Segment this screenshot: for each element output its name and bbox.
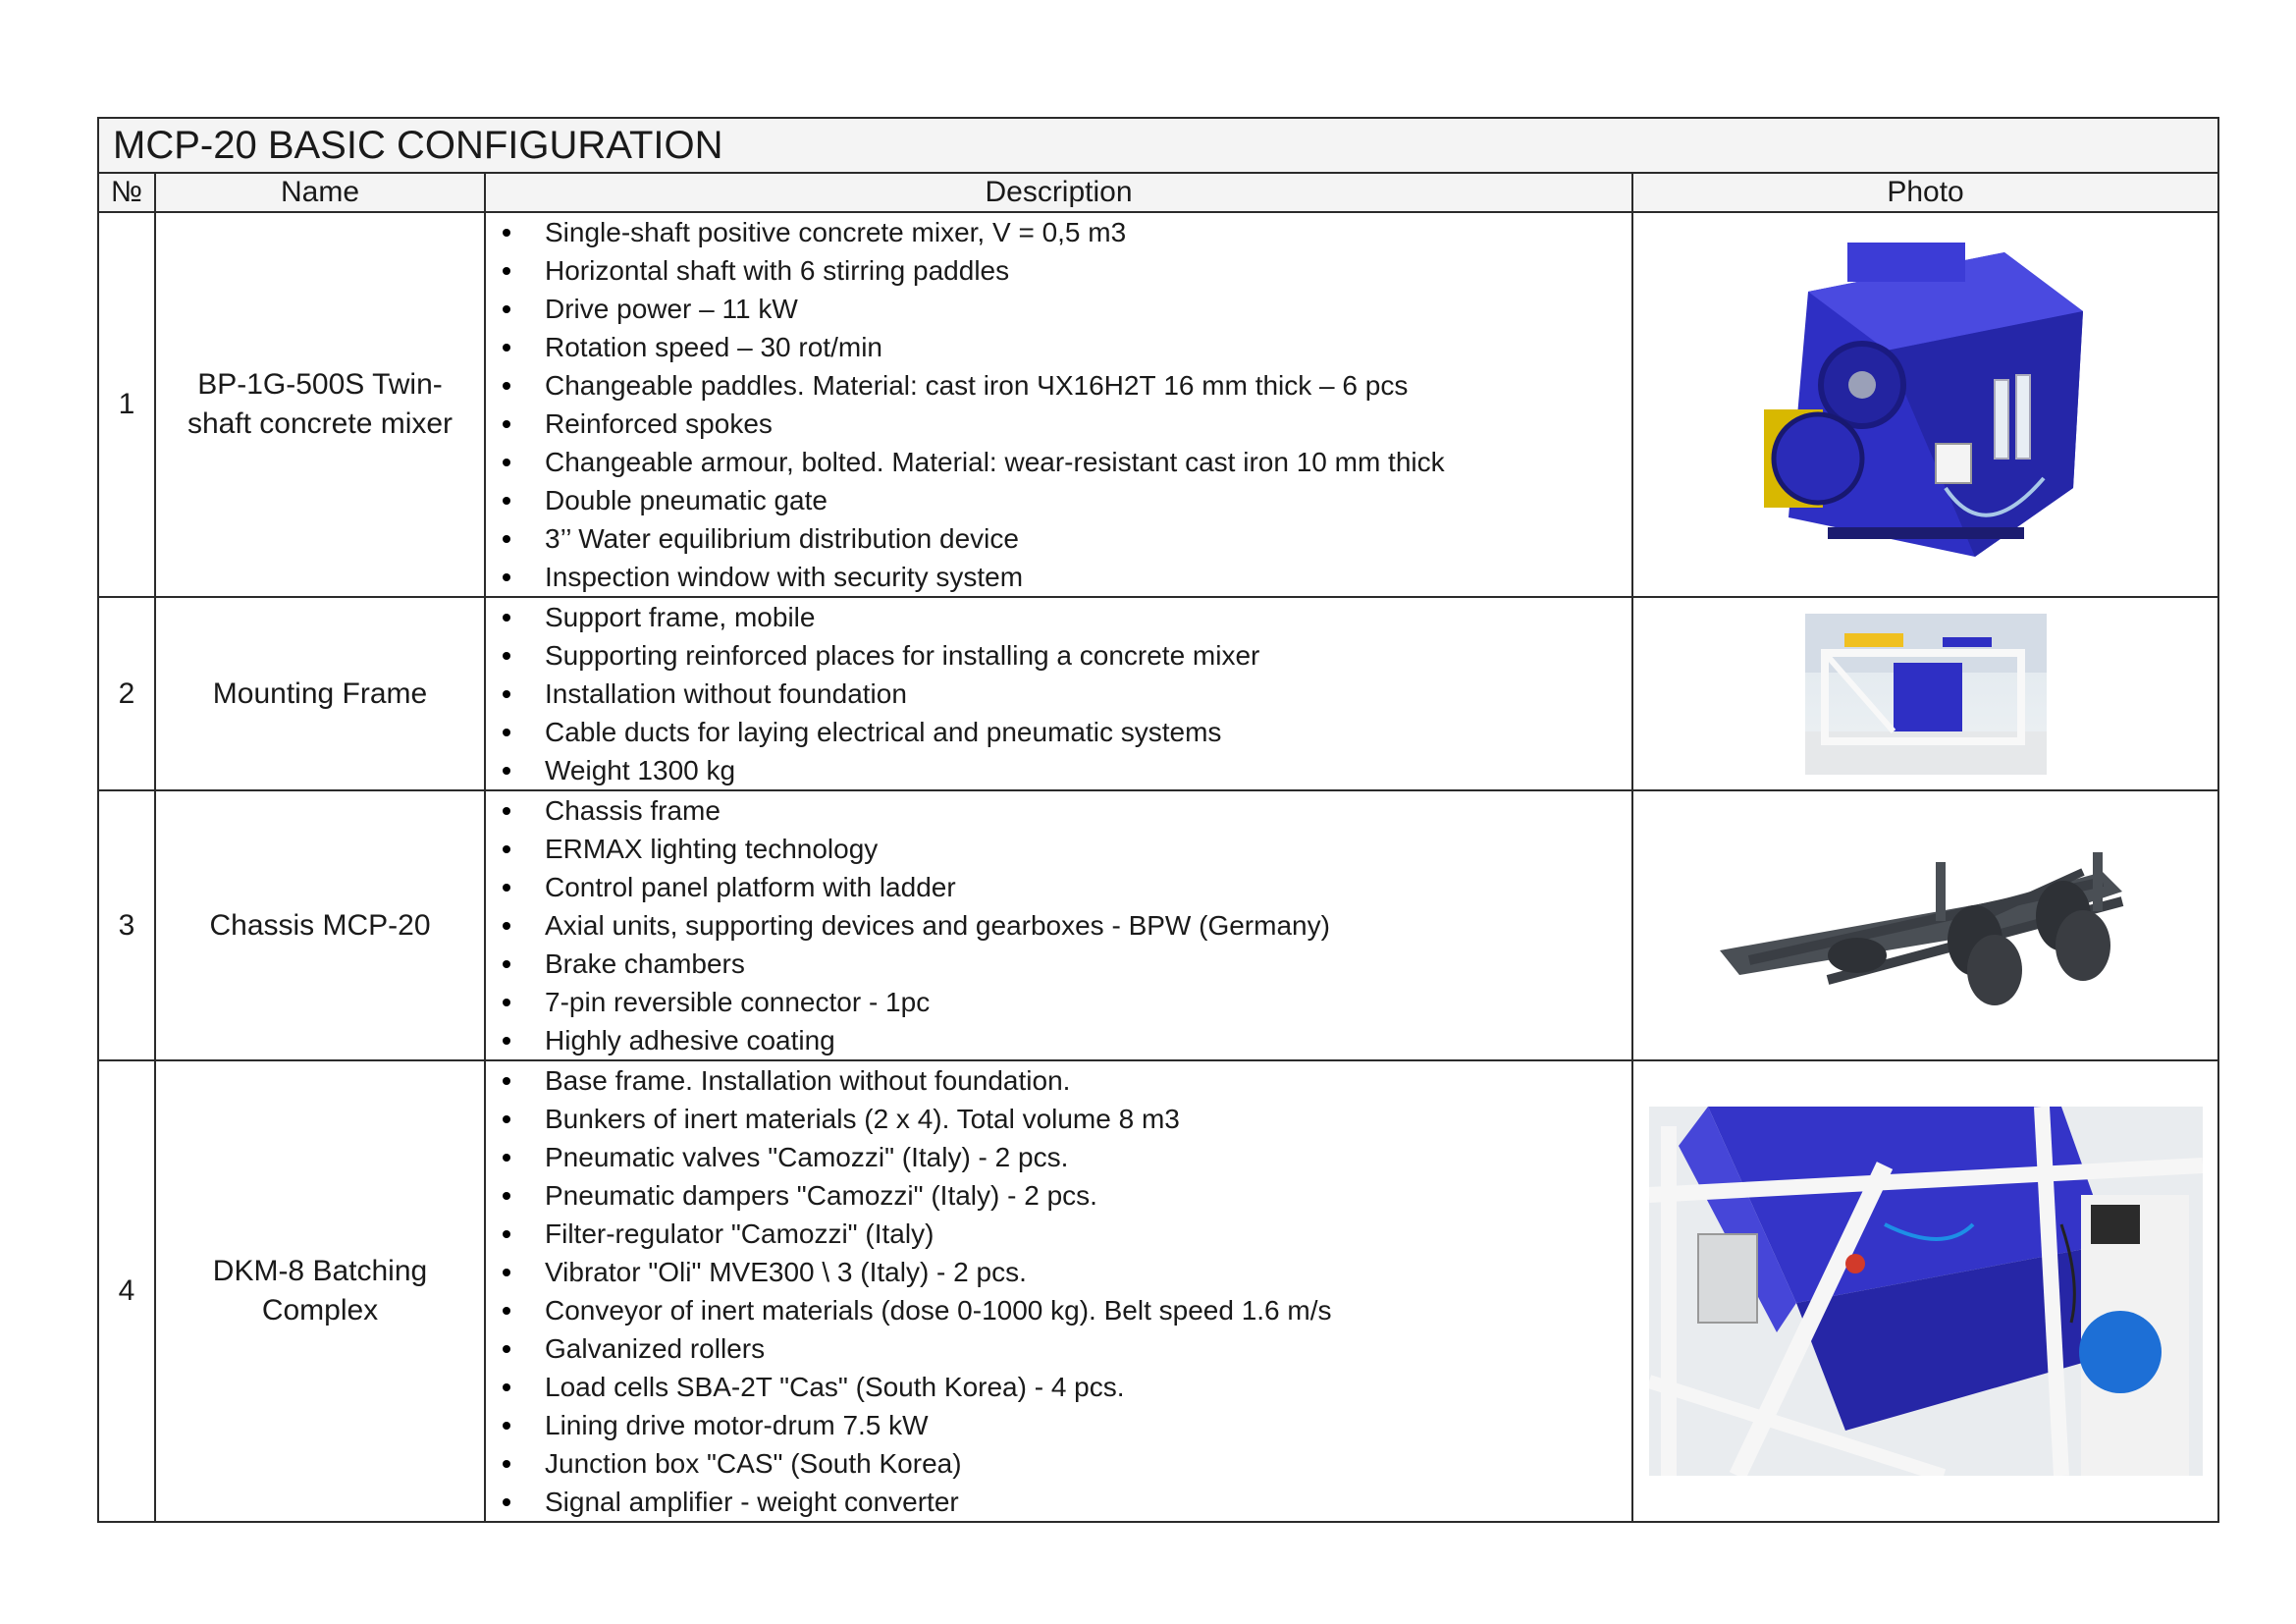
- list-item: Changeable paddles. Material: cast iron ЧХ16Н2Т 16 mm thick – 6 pcs: [486, 366, 1631, 405]
- chassis-photo: [1710, 833, 2142, 1019]
- row-number: 3: [98, 790, 155, 1060]
- row-description: [485, 1060, 1632, 1522]
- row-description: [485, 212, 1632, 597]
- list-item: Reinforced spokes: [486, 405, 1631, 443]
- list-item: Single-shaft positive concrete mixer, V = 0,5 m3: [486, 213, 1631, 251]
- list-item: Pneumatic valves "Camozzi" (Italy) - 2 pcs.: [486, 1138, 1631, 1176]
- list-item: 7-pin reversible connector - 1pc: [486, 983, 1631, 1021]
- feature-list: [486, 213, 1631, 596]
- header-num: №: [98, 173, 155, 212]
- row-photo: [1632, 1060, 2218, 1522]
- list-item: Weight 1300 kg: [486, 751, 1631, 789]
- list-item: Galvanized rollers: [486, 1329, 1631, 1368]
- row-name: DKM-8 Batching Complex: [155, 1060, 485, 1522]
- list-item: ERMAX lighting technology: [486, 830, 1631, 868]
- list-item: Horizontal shaft with 6 stirring paddles: [486, 251, 1631, 290]
- list-item: Inspection window with security system: [486, 558, 1631, 596]
- list-item: Support frame, mobile: [486, 598, 1631, 636]
- feature-list: [486, 598, 1631, 789]
- list-item: Signal amplifier - weight converter: [486, 1483, 1631, 1521]
- feature-list: [486, 1061, 1631, 1521]
- header-description: Description: [485, 173, 1632, 212]
- list-item: Brake chambers: [486, 945, 1631, 983]
- list-item: Base frame. Installation without foundation.: [486, 1061, 1631, 1100]
- list-item: Drive power – 11 kW: [486, 290, 1631, 328]
- row-name: Chassis MCP-20: [155, 790, 485, 1060]
- list-item: Supporting reinforced places for installing a concrete mixer: [486, 636, 1631, 675]
- row-photo: [1632, 597, 2218, 790]
- configuration-table: [97, 117, 2219, 1523]
- list-item: Filter-regulator "Camozzi" (Italy): [486, 1215, 1631, 1253]
- header-name: Name: [155, 173, 485, 212]
- table-row: [98, 1060, 2218, 1522]
- list-item: Highly adhesive coating: [486, 1021, 1631, 1059]
- table-title: MCP-20 BASIC CONFIGURATION: [98, 118, 2218, 173]
- row-description: [485, 790, 1632, 1060]
- row-name: Mounting Frame: [155, 597, 485, 790]
- table-row: [98, 597, 2218, 790]
- list-item: Axial units, supporting devices and gearboxes - BPW (Germany): [486, 906, 1631, 945]
- mounting-frame-photo: [1805, 614, 2047, 775]
- list-item: Pneumatic dampers "Camozzi" (Italy) - 2 pcs.: [486, 1176, 1631, 1215]
- list-item: Vibrator "Oli" MVE300 \ 3 (Italy) - 2 pcs.: [486, 1253, 1631, 1291]
- header-photo: Photo: [1632, 173, 2218, 212]
- list-item: 3’’ Water equilibrium distribution device: [486, 519, 1631, 558]
- table-row: [98, 790, 2218, 1060]
- row-name: BP-1G-500S Twin-shaft concrete mixer: [155, 212, 485, 597]
- row-number: 2: [98, 597, 155, 790]
- list-item: Lining drive motor-drum 7.5 kW: [486, 1406, 1631, 1444]
- list-item: Bunkers of inert materials (2 x 4). Total volume 8 m3: [486, 1100, 1631, 1138]
- list-item: Changeable armour, bolted. Material: wear-resistant cast iron 10 mm thick: [486, 443, 1631, 481]
- row-photo: [1632, 212, 2218, 597]
- list-item: Double pneumatic gate: [486, 481, 1631, 519]
- list-item: Conveyor of inert materials (dose 0-1000 kg). Belt speed 1.6 m/s: [486, 1291, 1631, 1329]
- table-row: [98, 212, 2218, 597]
- row-number: 4: [98, 1060, 155, 1522]
- batching-complex-photo: [1649, 1107, 2203, 1476]
- list-item: Control panel platform with ladder: [486, 868, 1631, 906]
- row-photo: [1632, 790, 2218, 1060]
- list-item: Junction box "CAS" (South Korea): [486, 1444, 1631, 1483]
- list-item: Cable ducts for laying electrical and pneumatic systems: [486, 713, 1631, 751]
- list-item: Installation without foundation: [486, 675, 1631, 713]
- row-description: [485, 597, 1632, 790]
- list-item: Load cells SBA-2T "Cas" (South Korea) - 4 pcs.: [486, 1368, 1631, 1406]
- feature-list: [486, 791, 1631, 1059]
- list-item: Rotation speed – 30 rot/min: [486, 328, 1631, 366]
- list-item: Chassis frame: [486, 791, 1631, 830]
- row-number: 1: [98, 212, 155, 597]
- concrete-mixer-photo: [1749, 233, 2103, 576]
